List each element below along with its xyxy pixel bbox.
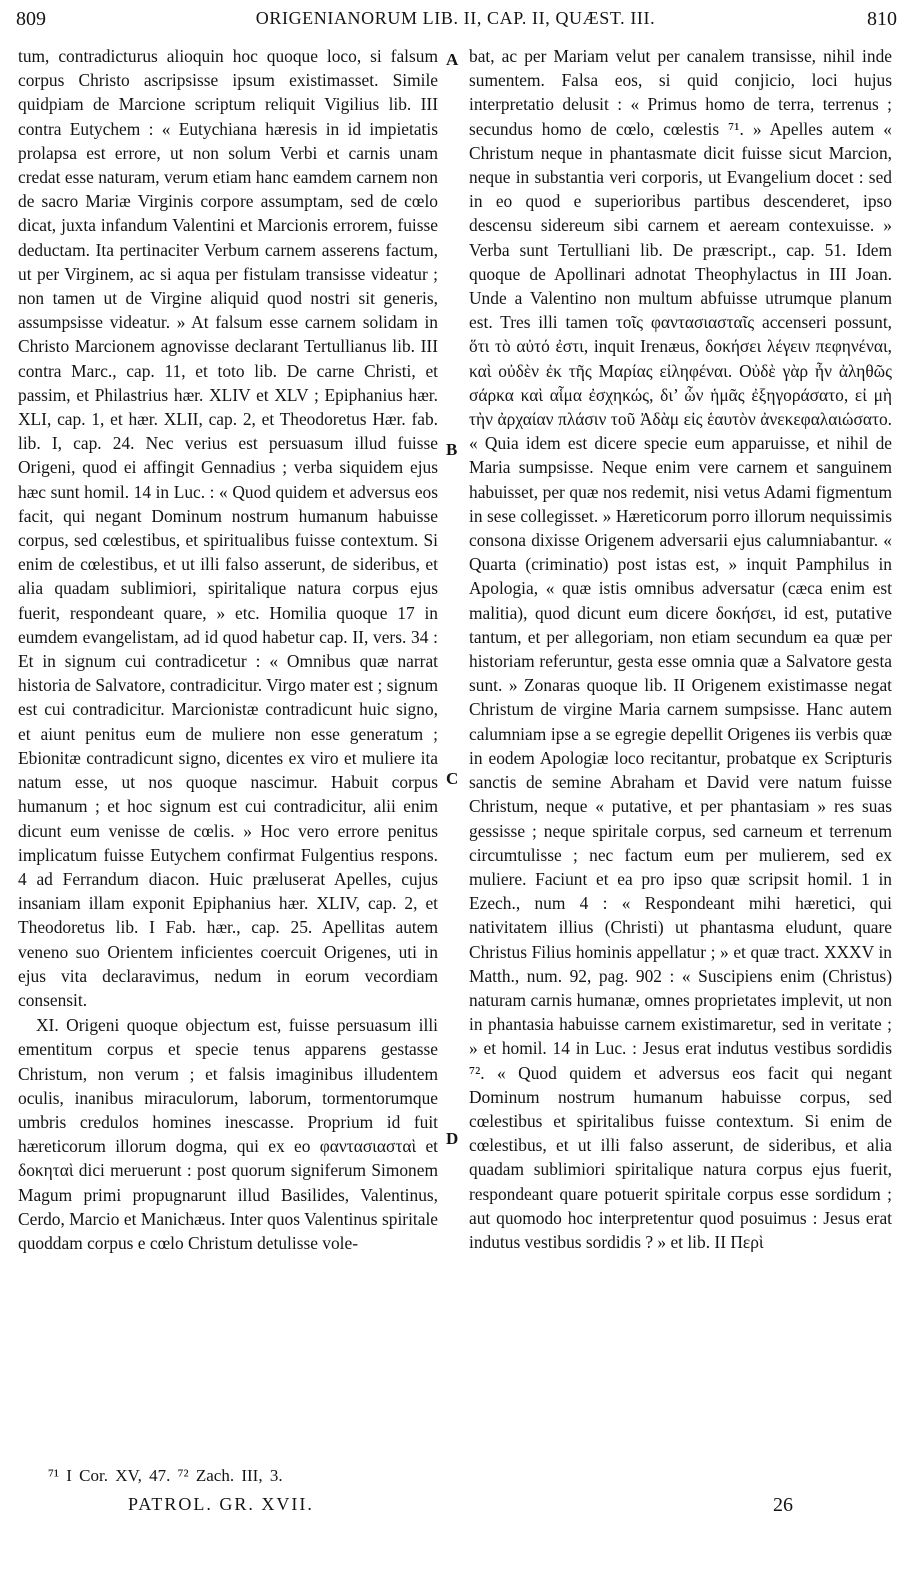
right-column [469,44,892,1452]
left-column [18,44,438,1452]
section-marker-c: C [446,769,459,788]
page-header [0,8,911,36]
page-number-right: 810 [867,8,897,30]
page-number-left: 809 [16,8,46,30]
section-marker-b: B [446,440,458,459]
left-paragraph-2: XI. Origeni quoque objectum est, fuisse persuasum illi ementitum corpus et specie tenus apparens gestasse Christum, non verum ; et falsis imaginibus illudentem oculis, inanibus miraculorum, laborum, tormentorumque umbris credulos homines inescasse. Proprium id fuit hæreticorum illorum dogma, qui ex eo φαντασιασταὶ et δοκηταὶ dici meruerunt : post quorum signiferum Simonem Magum primi propugnarunt illud Basilides, Valentinus, Cerdo, Marcio et Manichæus. Inter quos Valentinus spiritale quoddam corpus e cœlo Christum detulisse vole- [18,1015,438,1253]
right-paragraph-1: bat, ac per Mariam velut per canalem transisse, nihil inde sumentem. Falsa eos, si quid conjicio, loci hujus interpretatio delusit : « Primus homo de terra, terrenus ; secundus homo de cœlo, cœlestis ⁷¹. » Apelles autem « Christum neque in phantasmate dicit fuisse sicut Marcion, neque in substantia veri corporis, ut Evangelium docet : sed in eo quod e superioribus partibus descenderet, ipso descensu sidereum sibi carnem et aeream contexuisse. » Verba sunt Tertulliani lib. De præscript., cap. 51. Idem quoque de Apollinari adnotat Theophylactus in III Joan. Unde a Valentino non multum abfuisse utrumque planum est. Tres illi tamen τοῖς φαντασιασταῖς accenseri possunt, ὅτι τὸ αὐτό ἐστι, inquit Irenæus, δοκήσει λέγειν πεφηνέναι, καὶ οὐδὲν ἐκ τῆς Μαρίας εἰληφέναι. Οὐδὲ γὰρ ἦν ἀληθῶς σάρκα καὶ αἷμα ἐσχηκώς, δι’ ὧν ἡμᾶς ἐξηγοράσατο, εἰ μὴ τὴν ἀρχαίαν πλάσιν τοῦ Ἀδὰμ εἰς ἑαυτὸν ἀνεκεφαλαιώσατο. « Quia idem est dicere specie eum apparuisse, et nihil de Maria sumpsisse. Neque enim vere carnem et sanguinem habuisset, per quæ nos redemit, nisi vetus Adami figmentum in sese collegisset. » Hæreticorum porro illorum nequissimis consona dixisse Origenem adversarii ejus calumniabantur. « Quarta (criminatio) post istas est, » inquit Pamphilus in Apologia, « quæ istis omnibus adversatur (cæca enim est malitia), quod dicunt eum dicere δοκήσει, id est, putative tantum, et per allegoriam, non etiam secundum ea quæ per historiam referuntur, gesta esse omnia quæ a Salvatore gesta sunt. » Zonaras quoque lib. II Origenem existimasse negat Christum de virgine Maria carnem sumpsisse. Hanc autem calumniam ipse a se egregie depellit Origenes iis verbis quæ in eodem Apologiæ loco recitantur, probatque ex Scripturis sanctis de semine Abraham et David vere natum fuisse Christum, neque « putative, et per phantasiam » res suas gessisse ; neque spiritale corpus, sed carneum et terrenum circumtulisse ; nec factum eum per mulierem, sed ex muliere. Faciunt et ea pro ipso quæ scripsit homil. 1 in Ezech., num 4 : « Respondeant mihi hæretici, qui nativitatem illius (Christi) ut phantasma eludunt, quare Christus Filius hominis appellatur ; » et quæ tract. XXXV in Matth., num. 92, pag. 902 : « Suscipiens enim (Christus) naturam carnis humanæ, omnes proprietates implevit, ut non in phantasia habuisse carnem existimaretur, sed in veritate ; » et homil. 14 in Luc. : Jesus erat indutus vestibus sordidis ⁷². « Quod quidem et adversus eos facit qui negant Dominum nostrum humanum habuisse corpus, sed cœlestibus et spiritalibus fuisse contextum. Si enim de cœlestibus, et ut illi falso asserunt, de sideribus, et alia quadam sublimiori spiritalique natura corpus ejus fuerit, respondeant quare potuerit spiritale corpus esse sordidum ; aut quomodo hoc interpretentur quod posuimus : Jesus erat indutus vestibus sordidis ? » et lib. II Περὶ [469,46,892,1252]
left-paragraph-1: tum, contradicturus alioquin hoc quoque loco, si falsum corpus Christo ascripsisse ipsum existimasset. Simile quidpiam de Marcione scriptum reliquit Vigilius lib. III contra Eutychem : « Eutychiana hæresis in id impietatis prolapsa est errore, ut non solum Verbi et carnis unam credat esse naturam, verum etiam hanc eamdem carnem non de sacro Mariæ Virginis corpore assumptam, sed de cœlo dicat, juxta infandum Valentini et Marcionis errorem, fuisse deductam. Ita pertinaciter Verbum carnem asserens factum, ut per Virginem, ac si aqua per fistulam transisse videatur ; non tamen ut de Virgine aliquid quod nostri sit generis, assumpsisse videatur. » At falsum esse carnem solidam in Christo Marcionem agnovisse declarant Tertullianus lib. III contra Marc., cap. 11, et toto lib. De carne Christi, et passim, et Philastrius hær. XLIV et XLV ; Epiphanius hær. XLI, cap. 1, et hær. XLII, cap. 2, et Theodoretus Hær. fab. lib. I, cap. 24. Nec verius est persuasum illud fuisse Origeni, quod ei affingit Gennadius ; verba siquidem ejus hæc sunt homil. 14 in Luc. : « Quod quidem et adversus eos facit, qui negant Dominum nostrum humanum habuisse corpus, sed cœlestibus, et spiritualibus fuisse contextum. Si enim de cœlestibus, et ut illi falso asserunt, de sideribus, et alia quadam sublimiori, spiritalique natura corpus ejus fuerit, respondeant quare, » etc. Homilia quoque 17 in eumdem evangelistam, ad id quod habetur cap. II, vers. 34 : Et in signum cui contradicetur : « Omnibus quæ narrat historia de Salvatore, contradicitur. Virgo mater est ; signum est cui contradicitur. Marcionistæ contradicunt huic signo, et aiunt penitus eum de muliere non esse generatum ; Ebionitæ contradicunt signo, dicentes ex viro et muliere ita natum esse, ut nos quoque nascimur. Habuit corpus humanum ; et hoc signum est cui contradicitur, alii enim dicunt eum venisse de cœlis. » Hoc vero errore penitus implicatum fuisse Eutychem confirmat Fulgentius respons. 4 ad Ferrandum diacon. Huic præluserat Apelles, cujus insaniam illam exponit Epiphanius hær. XLIV, cap. 2, et Theodoretus lib. I Fab. hær., cap. 25. Apellitas autem veneno suo Orientem inficientes coercuit Origenes, uti in ejus vita declaravimus, nedum in eorum vecordiam consensit. [18,46,438,1010]
signature-number: 26 [773,1494,793,1516]
section-marker-d: D [446,1129,459,1148]
printer-signature: PATROL. GR. XVII. [128,1494,314,1514]
section-marker-a: A [446,50,459,69]
footnotes: ⁷¹ I Cor. XV, 47. ⁷² Zach. III, 3. [48,1466,283,1485]
running-title: ORIGENIANORUM LIB. II, CAP. II, QUÆST. III. [255,8,656,28]
